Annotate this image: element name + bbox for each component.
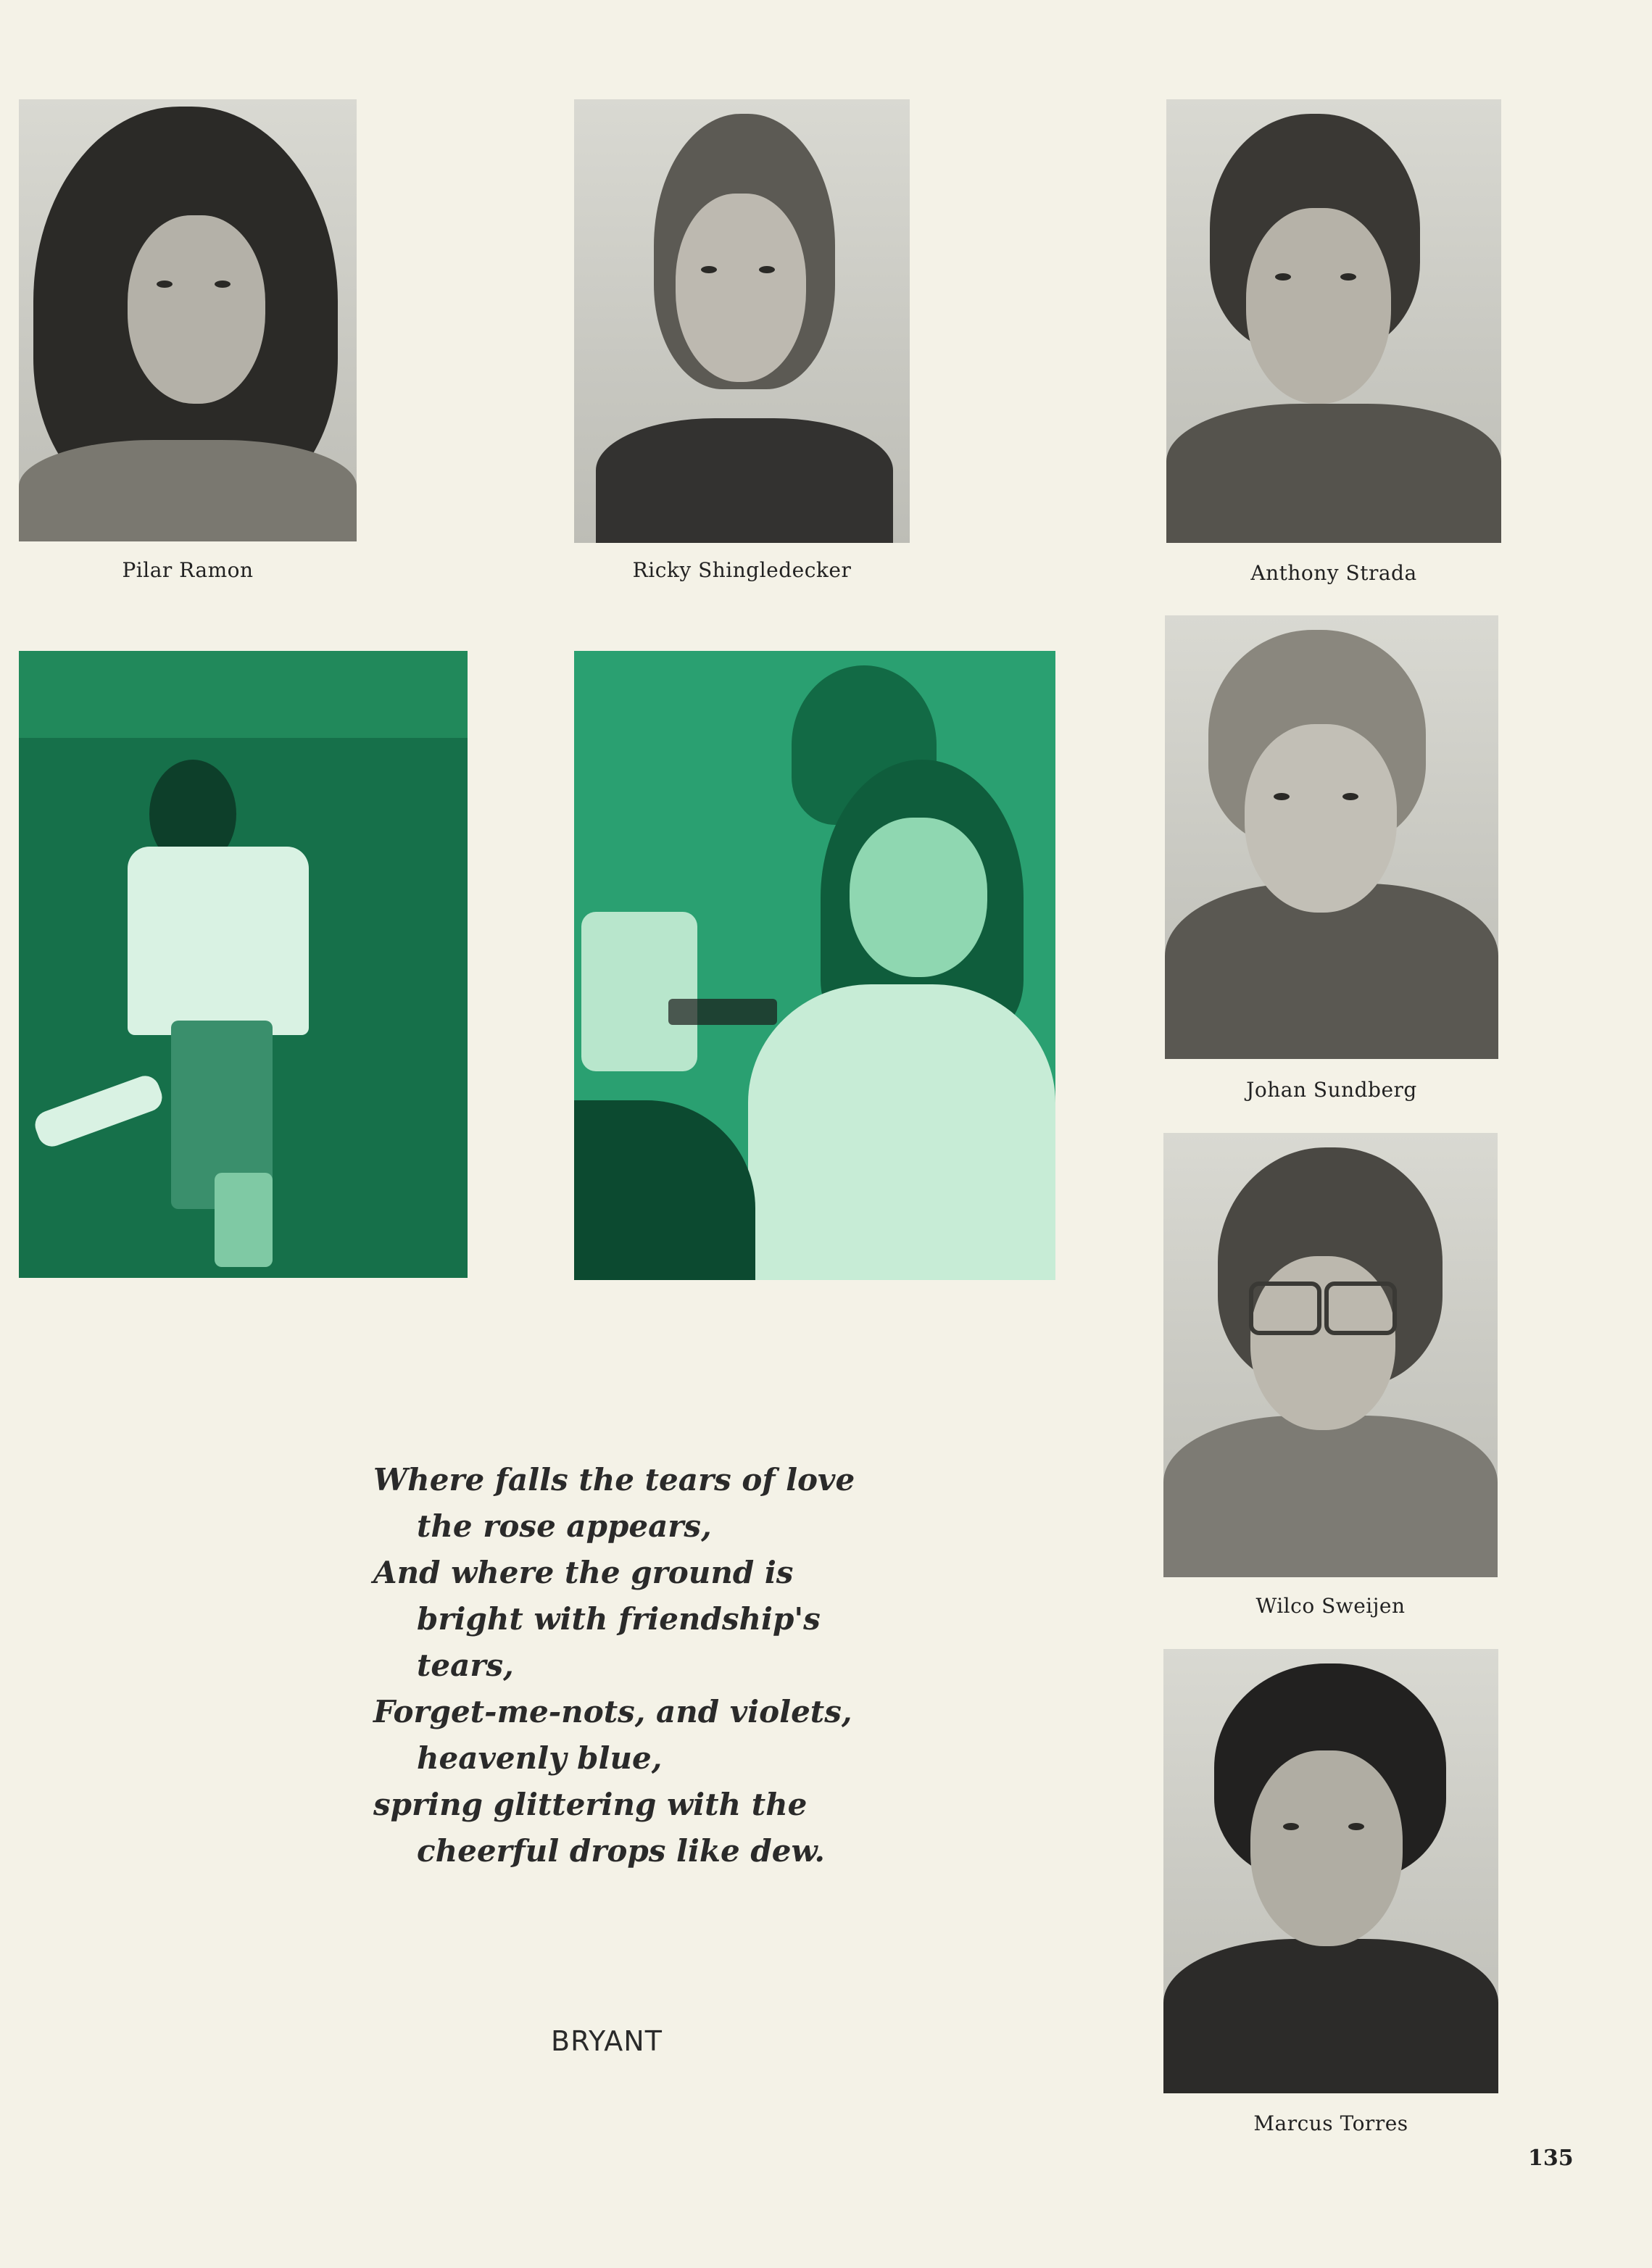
candid-photo-dancing — [19, 651, 468, 1278]
portrait-caption: Ricky Shingledecker — [632, 558, 852, 582]
poem-line: tears, — [417, 1648, 514, 1683]
portrait-caption: Anthony Strada — [1250, 561, 1417, 585]
portrait-photo — [1163, 1133, 1498, 1577]
portrait-caption: Pilar Ramon — [122, 558, 254, 582]
poem-line: the rose appears, — [417, 1508, 712, 1544]
portrait-photo — [1163, 1649, 1498, 2093]
poem-line: spring glittering with the — [373, 1787, 808, 1822]
poem-line: cheerful drops like dew. — [417, 1833, 826, 1869]
poem-line: Where falls the tears of love — [373, 1462, 855, 1498]
candid-photo-workshop — [574, 651, 1055, 1280]
poem-line: bright with friendship's — [417, 1601, 821, 1637]
poem-author: BRYANT — [551, 2025, 663, 2057]
portrait-photo — [1166, 99, 1501, 543]
poem — [373, 1457, 855, 1874]
poem-line: And where the ground is — [373, 1555, 794, 1590]
portrait-caption: Wilco Sweijen — [1255, 1594, 1406, 1618]
portrait-caption: Marcus Torres — [1253, 2111, 1408, 2135]
portrait-photo — [19, 99, 357, 541]
poem-line: heavenly blue, — [417, 1740, 663, 1776]
page-number: 135 — [1528, 2146, 1574, 2171]
portrait-photo — [574, 99, 910, 543]
portrait-photo — [1165, 615, 1498, 1059]
portrait-caption: Johan Sundberg — [1246, 1078, 1417, 1102]
poem-line: Forget-me-nots, and violets, — [373, 1694, 852, 1729]
